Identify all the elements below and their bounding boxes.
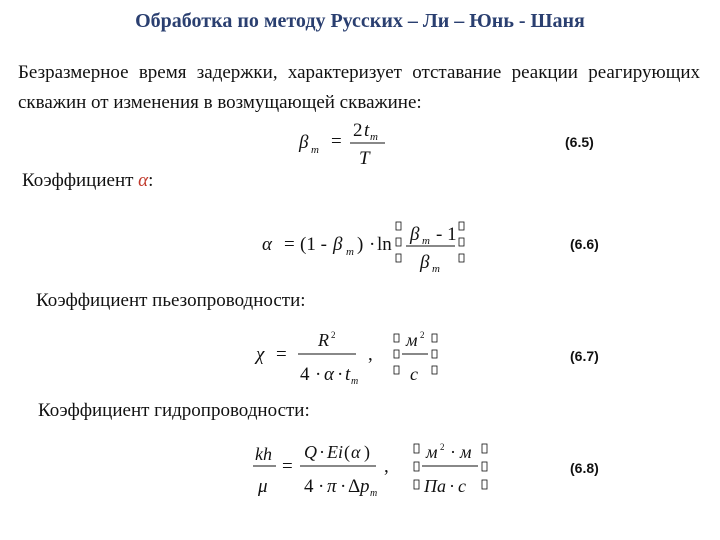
alpha-symbol: α bbox=[138, 170, 149, 191]
formula-6-5 bbox=[295, 112, 405, 170]
svg-text:β: β bbox=[410, 224, 420, 245]
svg-text:м: м bbox=[406, 330, 418, 350]
intro-paragraph: Безразмерное время задержки, характеризует отставание реакции реагирующих скважин от изменения в возмущающей скважине: bbox=[18, 62, 700, 113]
svg-text:π: π bbox=[327, 476, 337, 497]
svg-text:2: 2 bbox=[440, 442, 445, 452]
coefficient-alpha-text: Коэффициент bbox=[22, 170, 134, 191]
svg-text:с: с bbox=[410, 364, 418, 384]
svg-text:ln: ln bbox=[377, 234, 392, 255]
svg-text:·: · bbox=[315, 364, 322, 385]
equation-number-6-5: (6.5) bbox=[565, 134, 594, 150]
svg-text:α: α bbox=[324, 364, 334, 385]
svg-text:T: T bbox=[359, 148, 370, 169]
svg-text:β: β bbox=[420, 252, 430, 273]
svg-text:=: = bbox=[276, 344, 287, 365]
svg-text:m: m bbox=[422, 235, 430, 247]
equation-number-6-6: (6.6) bbox=[570, 236, 599, 252]
svg-text:·: · bbox=[318, 476, 325, 497]
formula-6-6 bbox=[258, 212, 468, 278]
svg-text:Q: Q bbox=[304, 442, 317, 462]
svg-text:·: · bbox=[449, 476, 455, 496]
svg-text:,: , bbox=[368, 344, 373, 365]
svg-text:=: = bbox=[284, 234, 295, 255]
page-title: Обработка по методу Русских – Ли – Юнь - Шаня bbox=[135, 10, 585, 32]
svg-text:): ) bbox=[364, 442, 370, 462]
svg-text:χ: χ bbox=[256, 344, 265, 365]
svg-text:R: R bbox=[318, 330, 329, 350]
svg-text:·: · bbox=[337, 364, 344, 385]
svg-text:·: · bbox=[319, 442, 325, 462]
svg-text:α: α bbox=[262, 234, 272, 255]
piezo-label: Коэффициент пьезопроводности: bbox=[36, 290, 306, 311]
svg-text:2: 2 bbox=[331, 330, 336, 340]
svg-text:4: 4 bbox=[300, 364, 310, 385]
svg-text:=: = bbox=[282, 456, 293, 477]
svg-text:m: m bbox=[370, 131, 378, 143]
svg-text:м: м bbox=[426, 442, 438, 462]
svg-text:с: с bbox=[458, 476, 466, 496]
svg-text:): ) bbox=[357, 234, 364, 255]
svg-text:m: m bbox=[346, 246, 354, 258]
svg-text:β: β bbox=[333, 234, 343, 255]
formula-6-8 bbox=[250, 432, 500, 500]
svg-text:=: = bbox=[331, 131, 342, 152]
svg-text:Ei: Ei bbox=[327, 442, 343, 462]
svg-text:m: m bbox=[311, 144, 319, 156]
svg-text:4: 4 bbox=[304, 476, 314, 497]
svg-text:·: · bbox=[450, 442, 456, 462]
svg-text:m: m bbox=[351, 376, 359, 386]
formula-6-7 bbox=[252, 322, 452, 386]
svg-text:kh: kh bbox=[255, 444, 272, 464]
coefficient-alpha-label bbox=[22, 170, 153, 192]
svg-text:Па: Па bbox=[424, 476, 446, 496]
svg-text:2: 2 bbox=[420, 330, 425, 340]
svg-text:(1 -: (1 - bbox=[300, 234, 327, 255]
svg-text:t: t bbox=[364, 120, 370, 141]
svg-text:·: · bbox=[340, 476, 347, 497]
svg-text:α: α bbox=[351, 442, 361, 462]
svg-text:Δ: Δ bbox=[348, 476, 361, 497]
svg-text:м: м bbox=[460, 442, 472, 462]
svg-text:m: m bbox=[432, 263, 440, 275]
coefficient-alpha-colon: : bbox=[148, 170, 154, 191]
svg-text:,: , bbox=[384, 456, 389, 477]
svg-text:(: ( bbox=[344, 442, 350, 462]
svg-text:β: β bbox=[299, 132, 309, 153]
svg-text:μ: μ bbox=[258, 476, 268, 497]
svg-text:p: p bbox=[360, 476, 370, 497]
equation-number-6-8: (6.8) bbox=[570, 460, 599, 476]
svg-text:t: t bbox=[345, 364, 351, 385]
svg-text:m: m bbox=[370, 488, 378, 499]
svg-text:2: 2 bbox=[353, 120, 363, 141]
svg-text:- 1: - 1 bbox=[436, 224, 457, 245]
hydro-label: Коэффициент гидропроводности: bbox=[38, 400, 310, 421]
svg-text:·: · bbox=[369, 234, 376, 255]
equation-number-6-7: (6.7) bbox=[570, 348, 599, 364]
